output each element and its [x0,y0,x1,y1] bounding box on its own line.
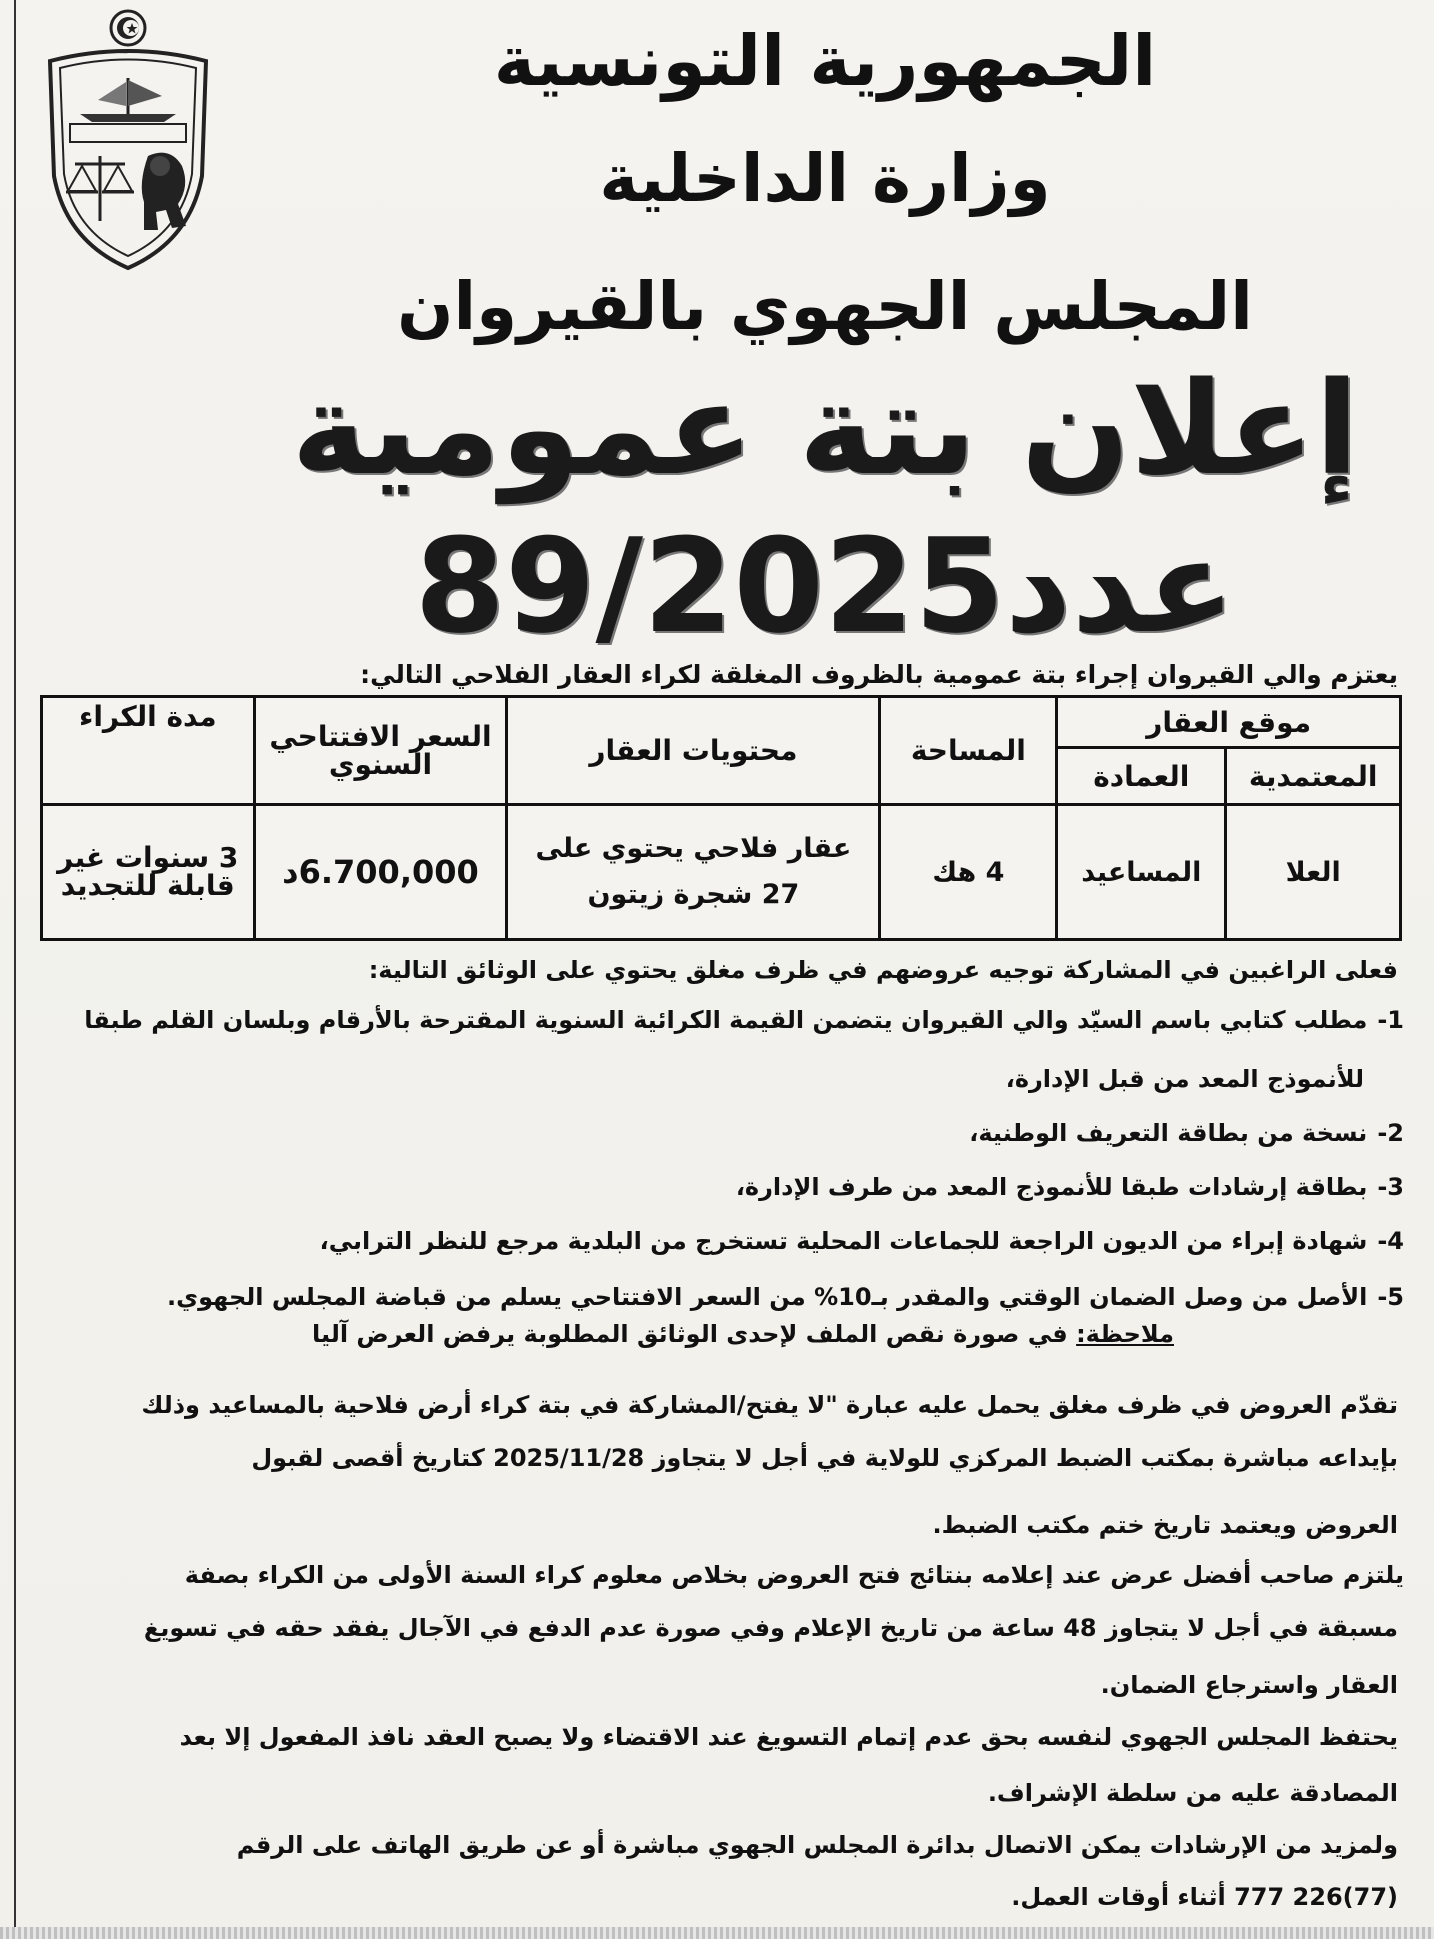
header-location: موقع العقار [1057,697,1401,748]
header-delegation: المعتمدية [1226,748,1401,805]
header-price: السعر الافتتاحي السنوي [254,697,507,805]
document-item-5-number: 5- [1377,1283,1404,1311]
cell-duration: 3 سنوات غير قابلة للتجديد [42,805,255,940]
document-item-1-continuation: للأنموذج المعد من قبل الإدارة، [1005,1065,1364,1093]
coat-of-arms-emblem [40,6,215,271]
note [124,1320,1174,1348]
note-label: ملاحظة: [1076,1320,1174,1348]
document-item-1 [34,1005,1404,1036]
paragraph-1-line-2: بإيداعه مباشرة بمكتب الضبط المركزي للولاية في أجل لا يتجاوز 2025/11/28 كتاريخ أقصى لقبول [251,1444,1398,1472]
table-header-row [42,697,1401,748]
property-table [40,695,1402,941]
document-item-1-text: مطلب كتابي باسم السيّد والي القيروان يتضمن القيمة الكرائية السنوية المقترحة بالأرقام وبلسان القلم طبقا [84,1006,1368,1034]
cell-contents: عقار فلاحي يحتوي على 27 شجرة زيتون [507,805,880,940]
document-item-2 [34,1118,1404,1149]
document-item-4 [34,1226,1404,1257]
announcement-number: عدد89/2025 [414,510,1236,662]
paragraph-3-line-1: يحتفظ المجلس الجهوي لنفسه بحق عدم إتمام التسويغ عند الاقتضاء ولا يصبح العقد نافذ المفعول إلا بعد [179,1723,1398,1751]
header-republic: الجمهورية التونسية [493,20,1157,102]
document-item-3-number: 3- [1377,1173,1404,1201]
documents-lead: فعلى الراغبين في المشاركة توجيه عروضهم في ظرف مغلق يحتوي على الوثائق التالية: [368,956,1398,984]
cell-price: 6.700,000د [254,805,507,940]
cell-area: 4 هك [880,805,1057,940]
header-council: المجلس الجهوي بالقيروان [397,268,1253,345]
document-item-4-text: شهادة إبراء من الديون الراجعة للجماعات المحلية تستخرج من البلدية مرجع للنظر الترابي، [319,1227,1368,1255]
header-contents: محتويات العقار [507,697,880,805]
paragraph-2-line-2: مسبقة في أجل لا يتجاوز 48 ساعة من تاريخ الإعلام وفي صورة عدم الدفع في الآجال يفقد حقه في تسويغ [143,1614,1398,1642]
table-row [42,805,1401,940]
document-item-2-text: نسخة من بطاقة التعريف الوطنية، [969,1119,1368,1147]
paragraph-1-line-3: العروض ويعتمد تاريخ ختم مكتب الضبط. [932,1511,1398,1539]
left-border-line [14,0,16,1939]
document-item-1-number: 1- [1377,1006,1404,1034]
scan-bottom-edge [0,1927,1434,1939]
header-sector: العمادة [1057,748,1226,805]
paragraph-2-line-1: يلتزم صاحب أفضل عرض عند إعلامه بنتائج فتح العروض بخلاص معلوم كراء السنة الأولى من الكراء بصفة [184,1561,1404,1589]
header-ministry: وزارة الداخلية [599,140,1051,217]
announcement-title: إعلان بتة عمومية [291,355,1359,504]
document-item-3 [34,1172,1404,1203]
document-item-5 [34,1282,1404,1313]
intro-sentence: يعتزم والي القيروان إجراء بتة عمومية بالظروف المغلقة لكراء العقار الفلاحي التالي: [360,660,1398,689]
document-item-4-number: 4- [1377,1227,1404,1255]
document-item-2-number: 2- [1377,1119,1404,1147]
cell-sector: المساعيد [1057,805,1226,940]
paragraph-3-line-2: المصادقة عليه من سلطة الإشراف. [987,1779,1398,1807]
note-text: في صورة نقص الملف لإحدى الوثائق المطلوبة يرفض العرض آليا [312,1320,1068,1348]
paragraph-1-line-1: تقدّم العروض في ظرف مغلق يحمل عليه عبارة "لا يفتح/المشاركة في بتة كراء أرض فلاحية بالمساعيد وذلك [141,1391,1398,1419]
document-item-5-text: الأصل من وصل الضمان الوقتي والمقدر بـ10% من السعر الافتتاحي يسلم من قباضة المجلس الجهوي. [166,1283,1368,1311]
header-area: المساحة [880,697,1057,805]
header-duration: مدة الكراء [42,697,255,805]
cell-delegation: العلا [1226,805,1401,940]
paragraph-4-line-1: ولمزيد من الإرشادات يمكن الاتصال بدائرة المجلس الجهوي مباشرة أو عن طريق الهاتف على الرقم [236,1831,1398,1859]
paragraph-2-line-3: العقار واسترجاع الضمان. [1100,1671,1398,1699]
document-item-3-text: بطاقة إرشادات طبقا للأنموذج المعد من طرف الإدارة، [735,1173,1368,1201]
paragraph-4-line-2: (77)226 777 أثناء أوقات العمل. [1011,1883,1398,1911]
